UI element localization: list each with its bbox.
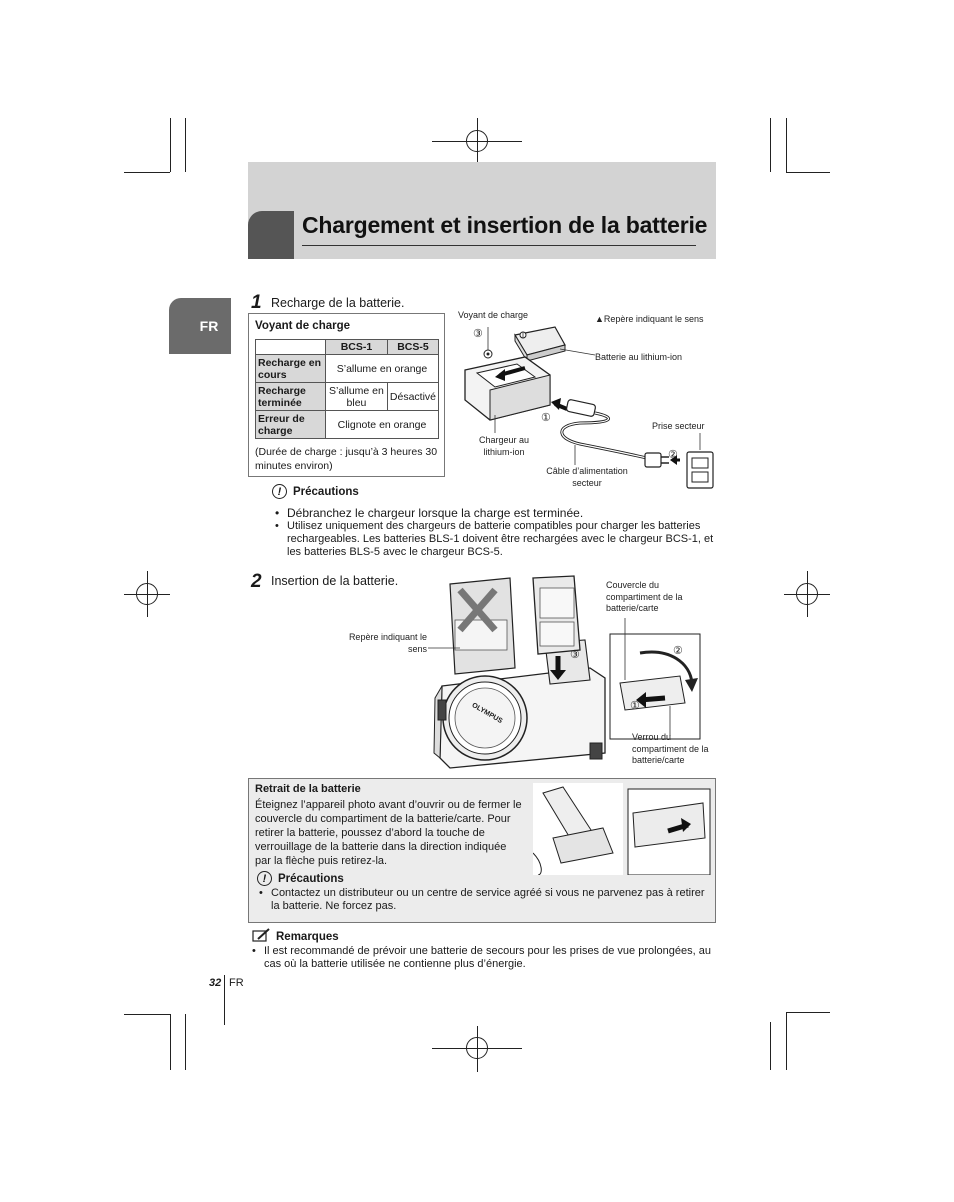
row-header: Recharge terminée [256, 383, 326, 411]
table-corner [256, 340, 326, 355]
removal-drawing [533, 783, 711, 875]
row-header: Recharge en cours [256, 355, 326, 383]
precaution-item: • Débranchez le chargeur lorsque la charge est terminée. [275, 506, 584, 520]
table-cell: S’allume en orange [326, 355, 439, 383]
remarks-title: Remarques [276, 930, 339, 943]
table-cell: Désactivé [387, 383, 438, 411]
charge-table [255, 339, 439, 439]
step-marker-1: ① [541, 412, 551, 424]
camera-illustration [340, 568, 716, 773]
charge-time-note: (Durée de charge : jusqu’à 3 heures 30 minutes environ) [255, 446, 438, 472]
precautions-title: Précautions [293, 485, 359, 498]
remarks-heading [252, 928, 339, 945]
header-tab [248, 211, 294, 259]
precaution-item: • Contactez un distributeur ou un centre de service agréé si vous ne parvenez pas à retirer la batterie. Ne forcez pas. [259, 887, 709, 913]
precaution-text: Débranchez le chargeur lorsque la charge est terminée. [287, 506, 584, 520]
removal-text: Éteignez l’appareil photo avant d’ouvrir ou de fermer le couvercle du compartiment de la batterie/carte. Pour retirer la batterie, poussez d’abord la touche de verrouillage de la batterie dans la direction indiquée par la flèche puis retirez-la. [255, 799, 522, 867]
step-marker-2: ② [668, 449, 678, 461]
label-repere: ▲Repère indiquant le sens [595, 314, 704, 324]
remark-text: Il est recommandé de prévoir une batterie de secours pour les prises de vue prolongées, au cas où la batterie utilisée ne contienne plus d’énergie. [264, 945, 711, 970]
footer-language: FR [229, 977, 244, 989]
label-repere-sens: Repère indiquant le sens [348, 632, 427, 654]
row-header: Erreur de charge [256, 411, 326, 439]
label-couvercle: Couvercle du compartiment de la batterie/carte [606, 580, 683, 613]
warning-icon: ! [257, 871, 272, 886]
label-verrou: Verrou du compartiment de la batterie/carte [632, 732, 709, 765]
precaution-text: Contactez un distributeur ou un centre de service agréé si vous ne parvenez pas à retirer la batterie. Ne forcez pas. [271, 887, 705, 912]
step-text: Insertion de la batterie. [271, 574, 399, 588]
step-number: 1 [251, 292, 262, 313]
pencil-note-icon [252, 928, 270, 945]
charger-illustration [455, 305, 717, 495]
precaution-text: Utilisez uniquement des chargeurs de batterie compatibles pour charger les batteries rechargeables. Les batteries BLS-1 doivent être rechargées avec le chargeur BCS-1, et les batteries BLS-5 avec le chargeur BCS-5. [287, 520, 714, 558]
label-chargeur: Chargeur au lithium-ion [478, 435, 530, 457]
step-marker-2: ② [673, 645, 683, 657]
page-title: Chargement et insertion de la batterie [302, 212, 708, 238]
precautions-heading [257, 871, 344, 886]
table-cell: Clignote en orange [326, 411, 439, 439]
column-header: BCS-5 [387, 340, 438, 355]
page-number: 32 [209, 977, 222, 989]
label-batterie: Batterie au lithium-ion [595, 352, 683, 362]
removal-title: Retrait de la batterie [255, 783, 361, 795]
charge-indicator-box [248, 313, 445, 477]
language-tab: FR [169, 298, 231, 354]
step-number: 2 [251, 571, 262, 592]
removal-illustration [533, 783, 711, 875]
table-cell: S’allume en bleu [326, 383, 388, 411]
charge-box-title: Voyant de charge [255, 320, 351, 332]
warning-icon: ! [272, 484, 287, 499]
step-marker-3: ③ [570, 649, 580, 661]
precautions-title: Précautions [278, 872, 344, 885]
remark-item: • Il est recommandé de prévoir une batterie de secours pour les prises de vue prolongées, au cas où la batterie utilisée ne contienne plus d’énergie. [252, 945, 714, 971]
title-rule [302, 245, 696, 246]
brand-logo: OLYMPUS [470, 701, 504, 726]
step-marker-3: ③ [473, 328, 483, 340]
step-text: Recharge de la batterie. [271, 296, 405, 310]
precautions-heading [272, 484, 359, 499]
step-marker-1: ① [630, 700, 640, 712]
precaution-item: • Utilisez uniquement des chargeurs de batterie compatibles pour charger les batteries rechargeables. Les batteries BLS-1 doivent être rechargées avec le chargeur BCS-1, et les batteries BLS-5 avec le chargeur BCS-5. [275, 520, 714, 558]
column-header: BCS-1 [326, 340, 388, 355]
battery-removal-box [248, 778, 716, 923]
label-cable: Câble d’alimentation secteur [546, 466, 628, 488]
label-prise: Prise secteur [652, 421, 705, 431]
label-voyant: Voyant de charge [458, 310, 529, 320]
